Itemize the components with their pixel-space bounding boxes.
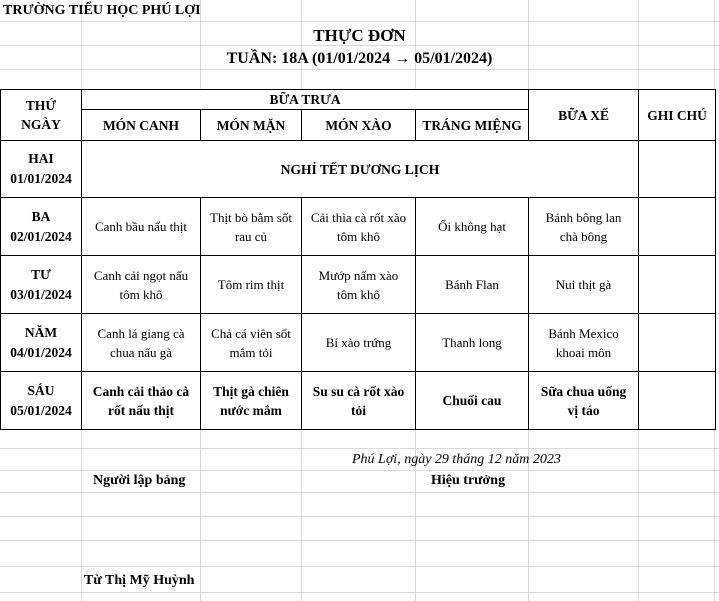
dish-line: chua nấu gà	[109, 344, 173, 360]
soup-header: MÓN CANH	[82, 110, 201, 141]
dish-line: tôm khô	[337, 228, 380, 244]
dessert-header: TRÁNG MIỆNG	[416, 110, 529, 141]
note-cell	[639, 372, 716, 430]
soup-cell	[82, 256, 201, 314]
day-cell	[1, 314, 82, 372]
salty-cell	[201, 256, 302, 314]
snack-cell	[529, 372, 639, 430]
dessert-cell	[416, 198, 529, 256]
note-cell	[639, 256, 716, 314]
dish-line: Canh lá giang cà	[97, 325, 185, 341]
note-header: GHI CHÚ	[639, 90, 716, 141]
day-name: HAI	[28, 151, 54, 166]
dish-line: Chuối cau	[442, 393, 502, 408]
day-header-line1: THỨ	[25, 98, 57, 113]
dish-line: Nui thịt gà	[555, 277, 612, 292]
snack-cell	[529, 314, 639, 372]
week-label: TUẦN: 18A (01/01/2024 → 05/01/2024)	[226, 50, 493, 67]
day-header	[1, 90, 82, 141]
day-date: 02/01/2024	[10, 228, 72, 244]
grid-line	[0, 492, 719, 493]
day-name: NĂM	[24, 324, 58, 340]
day-name: SÁU	[27, 382, 55, 398]
dish-line: tôm khô	[337, 286, 380, 302]
dish-line: Bánh bông lan	[545, 209, 622, 225]
table-row	[1, 198, 716, 256]
dish-line: khoai môn	[555, 344, 612, 360]
day-cell	[1, 256, 82, 314]
soup-cell	[82, 372, 201, 430]
dish-line: Mướp nấm xào	[318, 267, 399, 283]
dish-line: rốt nấu thịt	[107, 402, 174, 418]
dish-line: tỏi	[351, 402, 366, 418]
grid-line	[0, 448, 719, 449]
snack-header: BỮA XẾ	[529, 90, 639, 141]
salty-cell	[201, 198, 302, 256]
grid-line	[0, 540, 719, 541]
dessert-cell	[416, 256, 529, 314]
stir-fry-cell	[302, 198, 416, 256]
dish-line: Bánh Flan	[445, 277, 499, 292]
day-date: 04/01/2024	[10, 344, 72, 360]
salty-header: MÓN MẶN	[201, 110, 302, 141]
dish-line: rau củ	[234, 228, 268, 244]
dish-line: mắm tỏi	[229, 344, 273, 360]
dish-line: Cải thìa cà rốt xào	[310, 209, 407, 225]
grid-line	[0, 69, 719, 70]
day-date: 05/01/2024	[10, 402, 72, 418]
dish-line: chà bông	[559, 228, 608, 244]
preparer-name: Từ Thị Mỹ Huỳnh	[84, 573, 195, 588]
dessert-cell	[416, 314, 529, 372]
day-name: TƯ	[31, 266, 51, 282]
grid-line	[0, 566, 719, 567]
dish-line: tôm khô	[119, 286, 163, 302]
note-cell	[639, 198, 716, 256]
place-date: Phú Lợi, ngày 29 tháng 12 năm 2023	[352, 452, 561, 467]
grid-line	[0, 21, 719, 22]
day-cell	[1, 198, 82, 256]
prepared-by-label: Người lập bảng	[93, 473, 186, 488]
menu-table	[0, 89, 716, 430]
dish-line: Su su cà rốt xào	[312, 383, 405, 399]
dish-line: Thịt bò bằm sốt	[210, 209, 292, 225]
stir-fry-cell	[302, 372, 416, 430]
day-name: BA	[31, 208, 51, 224]
dish-line: Tôm rim thịt	[217, 277, 285, 292]
dish-line: Ổi không hạt	[438, 219, 506, 234]
dish-line: vị táo	[567, 402, 600, 418]
page-title: THỰC ĐƠN	[313, 26, 406, 45]
salty-cell	[201, 372, 302, 430]
dish-line: Chả cá viên sốt	[211, 325, 291, 341]
school-name: TRƯỜNG TIỂU HỌC PHÚ LỢI	[3, 3, 201, 18]
grid-line	[0, 516, 719, 517]
stir-fry-header: MÓN XÀO	[302, 110, 416, 141]
salty-cell	[201, 314, 302, 372]
dish-line: Thịt gà chiên	[213, 383, 289, 399]
snack-cell	[529, 198, 639, 256]
dish-line: Canh bầu nấu thịt	[94, 219, 188, 234]
table-row	[1, 372, 716, 430]
day-cell	[1, 372, 82, 430]
dish-line: Canh cải thảo cà	[92, 383, 190, 399]
snack-cell	[529, 256, 639, 314]
dish-line: Bánh Mexico	[548, 325, 619, 341]
stir-fry-cell	[302, 256, 416, 314]
grid-line	[0, 592, 719, 593]
day-header-line2: NGÀY	[21, 117, 61, 132]
grid-line	[0, 470, 719, 471]
soup-cell	[82, 314, 201, 372]
dessert-cell	[416, 372, 529, 430]
principal-label: Hiệu trưởng	[431, 473, 506, 488]
soup-cell	[82, 198, 201, 256]
table-row	[1, 256, 716, 314]
stir-fry-cell	[302, 314, 416, 372]
lunch-header: BỮA TRƯA	[82, 90, 529, 110]
day-cell	[1, 141, 82, 198]
dish-line: Sữa chua uống	[540, 383, 627, 399]
note-cell	[639, 141, 716, 198]
dish-line: Canh cải ngọt nấu	[93, 267, 189, 283]
table-row	[1, 314, 716, 372]
day-date: 01/01/2024	[10, 171, 72, 186]
day-date: 03/01/2024	[10, 286, 72, 302]
note-cell	[639, 314, 716, 372]
dish-line: Bí xào trứng	[325, 335, 392, 350]
dish-line: nước mắm	[220, 402, 282, 418]
holiday-cell: NGHỈ TẾT DƯƠNG LỊCH	[82, 141, 639, 198]
dish-line: Thanh long	[442, 335, 502, 350]
